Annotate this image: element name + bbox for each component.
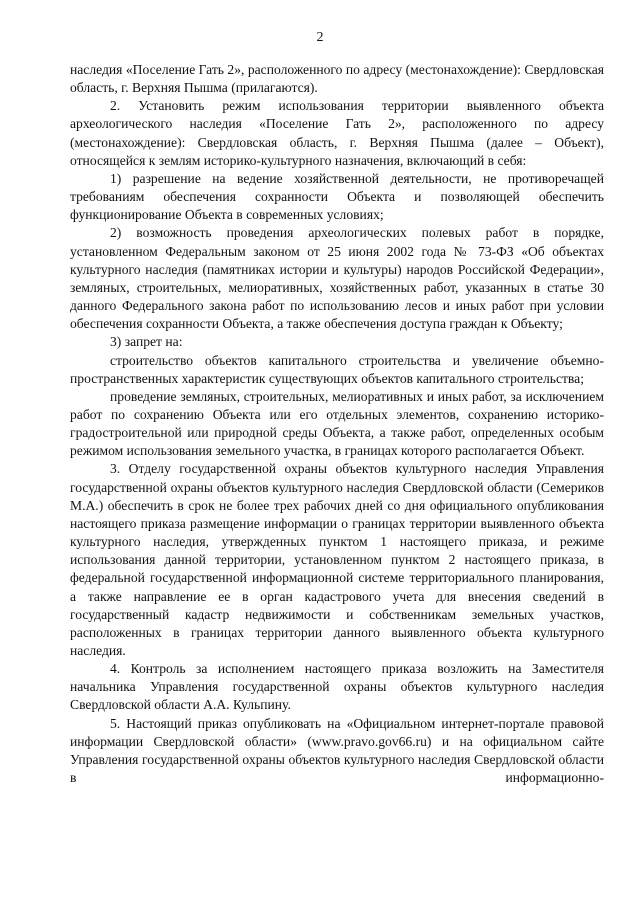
paragraph-item-2: 2. Установить режим использования территории выявленного объекта археологического наследия «Поселение Гать 2», расположенного по адресу (местонахождение): Свердловская область, г. Верхняя Пышма (далее – Объект), относящейся к землям историко-культурного назначения, включающий в себя: [70,98,604,168]
paragraph-item-3: 3. Отделу государственной охраны объектов культурного наследия Управления государственной охраны объектов культурного наследия Свердловской области (Семериков М.А.) обеспечить в срок не более трех рабочих дней со дня официального опубликования настоящего приказа размещение информации о границах территории выявленного объекта культурного наследия, утвержденных пунктом 1 настоящего приказа, и режиме использования данной территории, установленном пунктом 2 настоящего приказа, в федеральной государственной информационной системе территориального планирования, а также направление ее в орган кадастрового учета для внесения сведений в государственный кадастр недвижимости и собственникам земельных участков, расположенных в границах территории данного выявленного объекта культурного наследия. [70,461,604,658]
paragraph-prohibition-works: проведение земляных, строительных, мелиоративных и иных работ, за исключением работ по сохранению Объекта или его отдельных элементов, сохранению историко-градостроительной или природной среды Объекта, а также работ, определенных особым режимом использования земельного участка, в границах которого располагается Объект. [70,388,604,459]
paragraph-prohibition-construction: строительство объектов капитального строительства и увеличение объемно-пространственных характеристик существующих объектов капитального строительства; [70,352,604,386]
paragraph-item-4: 4. Контроль за исполнением настоящего приказа возложить на Заместителя начальника Управления государственной охраны объектов культурного наследия Свердловской области А.А. Кульпину. [70,661,604,713]
paragraph-subitem-2: 2) возможность проведения археологических полевых работ в порядке, установленном Федеральным законом от 25 июня 2002 года № 73-ФЗ «Об объектах культурного наследия (памятниках истории и культуры) народов Российской Федерации», земляных, строительных, мелиоративных, хозяйственных работ, указанных в статье 30 данного Федерального закона работ по использованию лесов и иных работ при условии обеспечения сохранности Объекта, а также обеспечения доступа граждан к Объекту; [70,225,604,332]
page-number: 2 [316,30,324,45]
document-body [70,61,604,787]
paragraph-continuation: наследия «Поселение Гать 2», расположенного по адресу (местонахождение): Свердловская область, г. Верхняя Пышма (прилагаются). [70,62,604,96]
paragraph-subitem-1: 1) разрешение на ведение хозяйственной деятельности, не противоречащей требованиям обеспечения сохранности Объекта и позволяющей обеспечить функционирование Объекта в современных условиях; [70,170,604,223]
paragraph-item-5: 5. Настоящий приказ опубликовать на «Официальном интернет-портале правовой информации Свердловской области» (www.pravo.gov66.ru) и на официальном сайте Управления государственной охраны объектов культурного наследия Свердловской области в информационно- [70,715,604,786]
paragraph-subitem-3: 3) запрет на: [110,334,183,350]
